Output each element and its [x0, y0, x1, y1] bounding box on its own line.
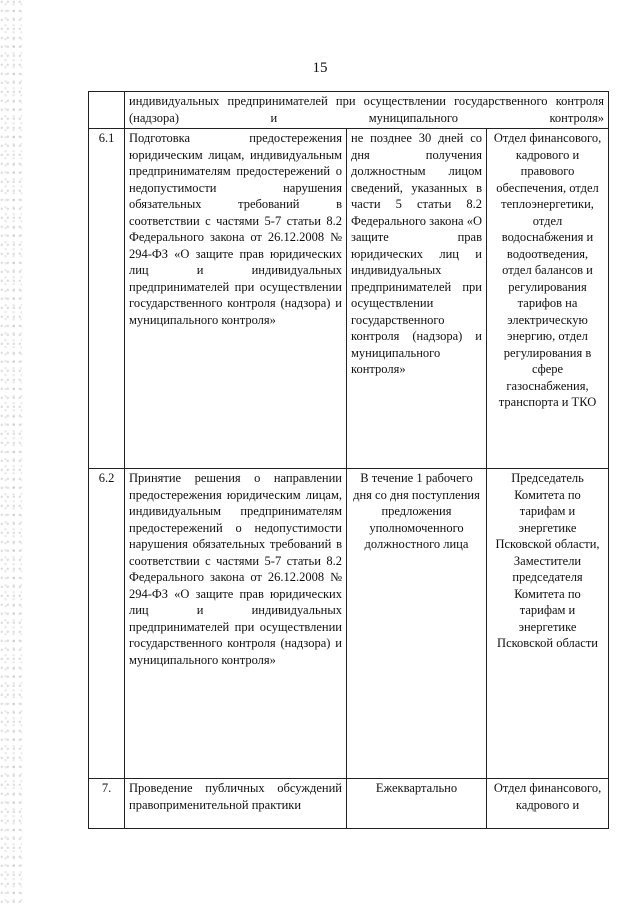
page-number: 15 — [312, 60, 328, 76]
table-row — [89, 129, 609, 469]
term-cell: В течение 1 рабочего дня со дня поступления предложения уполномоченного должностного лица — [347, 469, 487, 779]
action-cell: Проведение публичных обсуждений правоприменительной практики — [125, 779, 347, 829]
row-number: 7. — [89, 779, 125, 829]
row-number — [89, 92, 125, 129]
row-number: 6.1 — [89, 129, 125, 469]
measures-table — [88, 91, 609, 829]
action-cell: Подготовка предостережения юридическим лицам, индивидуальным предпринимателям предостережений о недопустимости нарушения обязательных требований в соответствии с частями 5-7 статьи 8.2 Федерального закона от 26.12.2008 № 294-ФЗ «О защите прав юридических лиц и индивидуальных предпринимателей при осуществлении государственного контроля (надзора) и муниципального контроля» — [125, 129, 347, 469]
table-row — [89, 779, 609, 829]
term-cell: не позднее 30 дней со дня получения должностным лицом сведений, указанных в части 5 статьи 8.2 Федерального закона «О защите прав юридических лиц и индивидуальных предпринимателей при осуществлении государственного контроля (надзора) и муниципального контроля» — [347, 129, 487, 469]
table-row — [89, 469, 609, 779]
continuation-text: индивидуальных предпринимателей при осуществлении государственного контроля (надзора) и муниципального контроля» — [125, 92, 609, 129]
scan-edge-noise — [0, 0, 22, 905]
responsible-cell: Отдел финансового, кадрового и правового обеспечения, отдел теплоэнергетики, отдел водоснабжения и водоотведения, отдел балансов и регулирования тарифов на электрическую энергию, отдел регулирования в сфере газоснабжения, транспорта и ТКО — [487, 129, 609, 469]
responsible-cell: Отдел финансового, кадрового и — [487, 779, 609, 829]
row-number: 6.2 — [89, 469, 125, 779]
term-cell: Ежеквартально — [347, 779, 487, 829]
action-cell: Принятие решения о направлении предостережения юридическим лицам, индивидуальным предпринимателям предостережений о недопустимости нарушения обязательных требований в соответствии с частями 5-7 статьи 8.2 Федерального закона от 26.12.2008 № 294-ФЗ «О защите прав юридических лиц и индивидуальных предпринимателей при осуществлении государственного контроля (надзора) и муниципального контроля» — [125, 469, 347, 779]
responsible-cell: Председатель Комитета по тарифам и энергетике Псковской области, Заместители председателя Комитета по тарифам и энергетике Псковской области — [487, 469, 609, 779]
table-row-continuation — [89, 92, 609, 129]
